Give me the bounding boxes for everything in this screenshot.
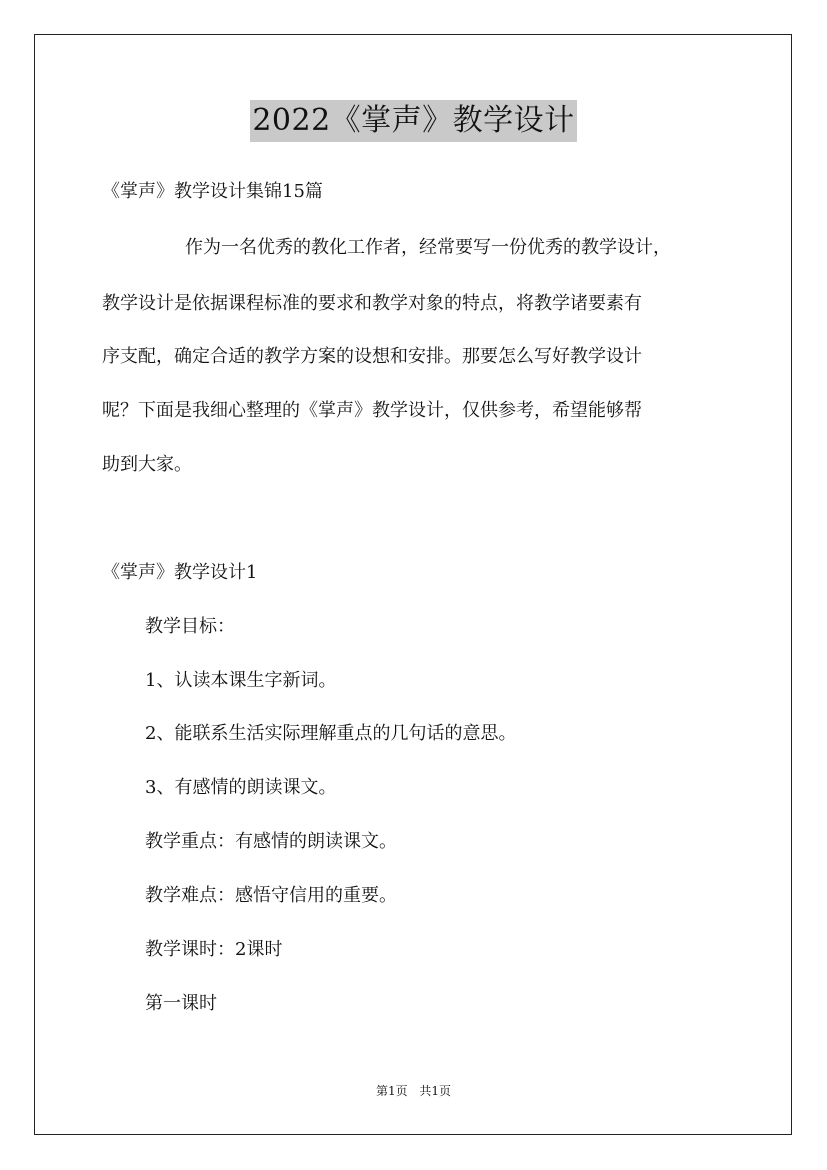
intro-line-3: 序支配，确定合适的教学方案的设想和安排。那要怎么写好教学设计: [102, 346, 642, 367]
page-current: 第1页: [375, 1084, 408, 1098]
goal-item-2: 2、能联系生活实际理解重点的几句话的意思。: [145, 723, 517, 744]
intro-line-4: 呢？下面是我细心整理的《掌声》教学设计，仅供参考，希望能够帮: [102, 400, 642, 421]
first-lesson-heading: 第一课时: [145, 993, 217, 1014]
document-title-text: 2022《掌声》教学设计: [250, 100, 576, 142]
teaching-hours: 教学课时：2课时: [145, 939, 283, 960]
teaching-goals-heading: 教学目标：: [145, 616, 235, 637]
page-footer: [0, 1083, 827, 1099]
page-total: 共1页: [419, 1084, 452, 1098]
goal-item-1: 1、认读本课生字新词。: [145, 670, 337, 691]
intro-line-2: 教学设计是依据课程标准的要求和教学对象的特点，将教学诸要素有: [102, 293, 642, 314]
document-title: [0, 100, 827, 142]
section-heading: 《掌声》教学设计1: [102, 562, 258, 583]
teaching-focus: 教学重点：有感情的朗读课文。: [145, 831, 397, 852]
intro-line-1: 作为一名优秀的教化工作者，经常要写一份优秀的教学设计，: [185, 237, 671, 258]
intro-line-5: 助到大家。: [102, 454, 192, 475]
goal-item-3: 3、有感情的朗读课文。: [145, 777, 337, 798]
document-subtitle: 《掌声》教学设计集锦15篇: [102, 181, 323, 202]
teaching-difficulty: 教学难点：感悟守信用的重要。: [145, 885, 397, 906]
